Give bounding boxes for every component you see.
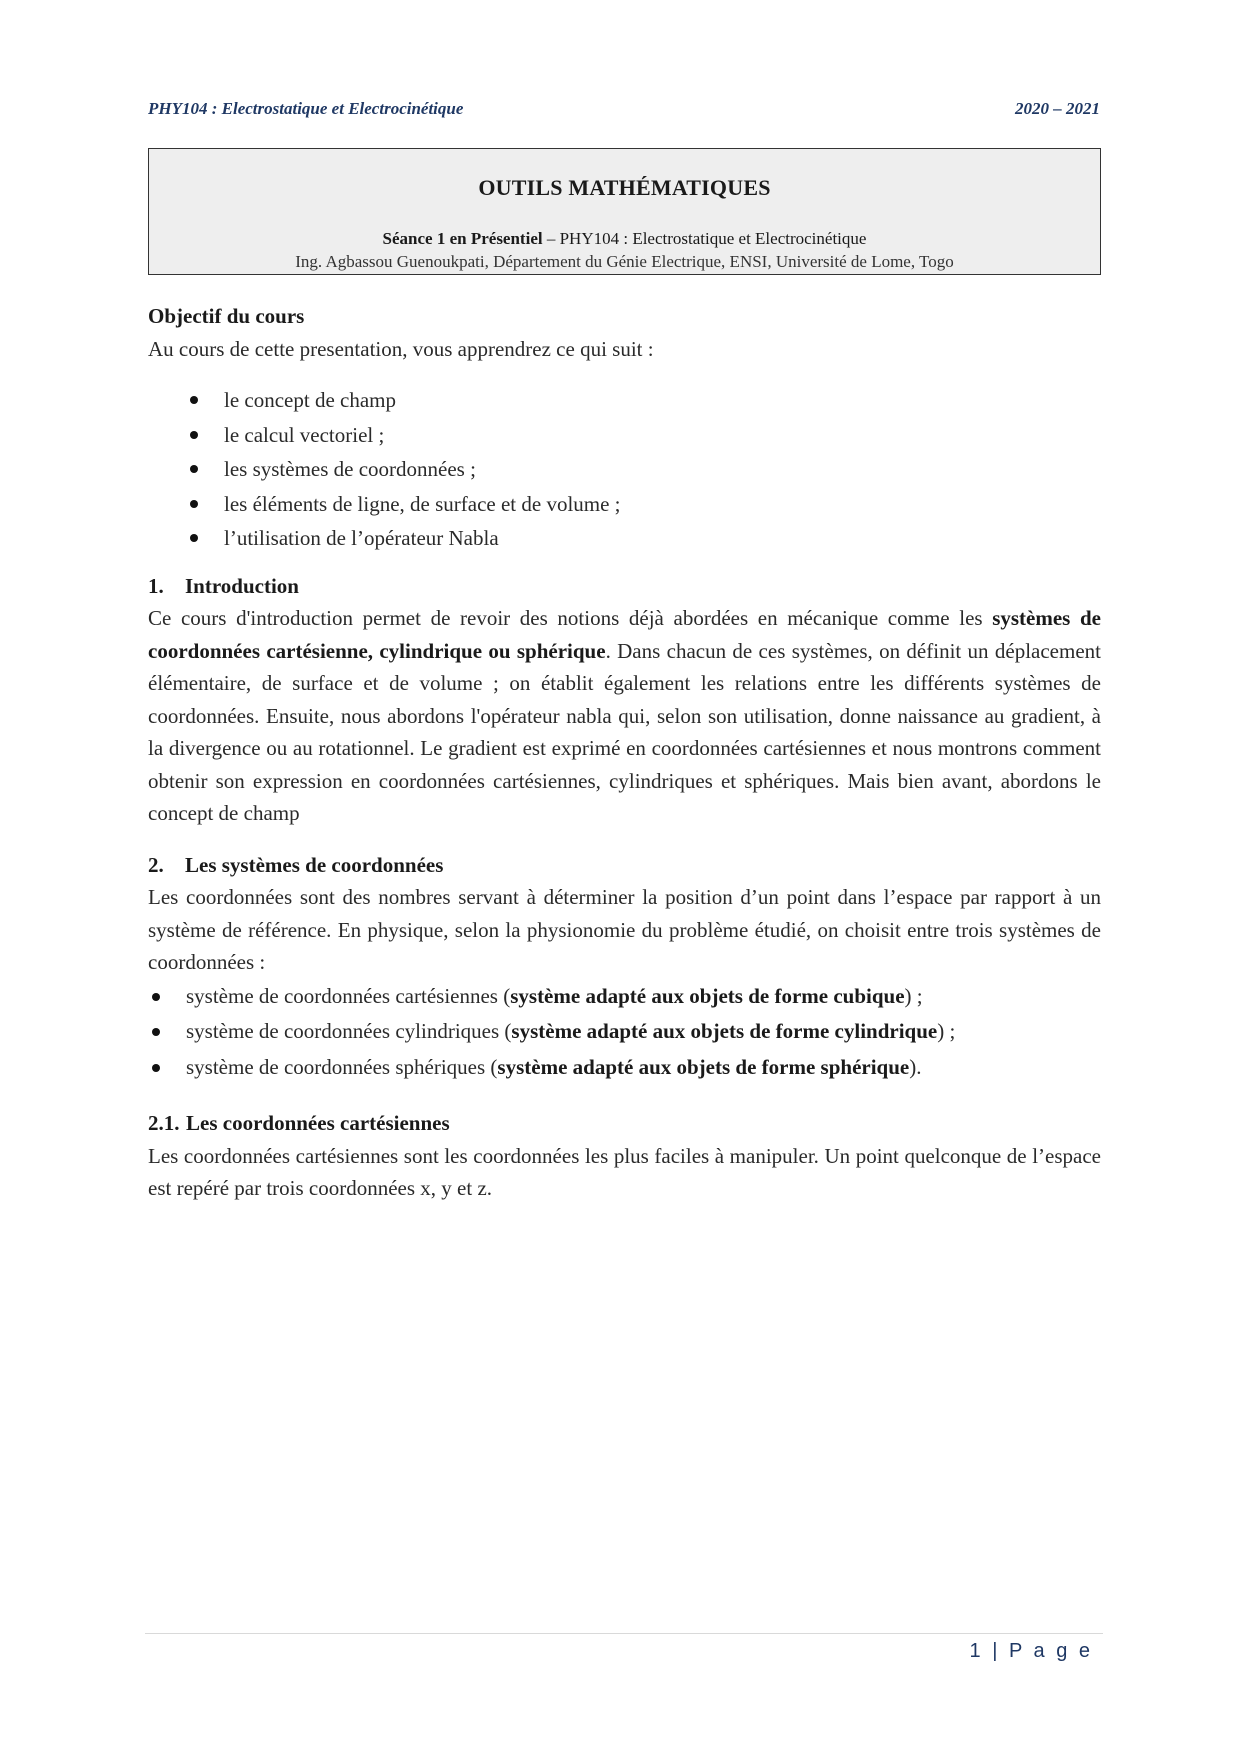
page-number: 1 | P a g e (969, 1640, 1093, 1662)
objectif-intro: Au cours de cette presentation, vous apprendrez ce qui suit : (148, 336, 654, 361)
list-item: système de coordonnées sphériques (système adapté aux objets de forme sphérique). (148, 1050, 1101, 1086)
section-2-1-heading: 2.1. Les coordonnées cartésiennes (148, 1111, 450, 1135)
section-1-heading: 1. Introduction (148, 573, 299, 598)
seance-line (149, 229, 1100, 249)
objectif-heading: Objectif du cours (148, 304, 305, 328)
bullet-icon (190, 431, 198, 439)
systems-list (148, 979, 1101, 1086)
section-2-heading: 2. Les systèmes de coordonnées (148, 852, 444, 877)
bullet-icon (190, 500, 198, 508)
header-year: 2020 – 2021 (1015, 99, 1100, 118)
seance-label: Séance 1 en Présentiel (382, 229, 543, 248)
list-item: le concept de champ (148, 383, 1101, 418)
section-1-text: Ce cours d'introduction permet de revoir des notions déjà abordées en mécanique comme les systèmes de coordonnées cartésienne, cylindrique ou sphérique. Dans chacun de ces systèmes, on définit un déplacement élémentaire, de surface et de volume ; on établit également les relations entre les différents systèmes de coordonnées. Ensuite, nous abordons l'opérateur nabla qui, selon son utilisation, donne naissance au gradient, à la divergence ou au rotationnel. Le gradient est exprimé en coordonnées cartésiennes et nous montrons comment obtenir son expression en coordonnées cartésiennes, cylindriques et sphériques. Mais bien avant, abordons le concept de champ (148, 606, 1101, 825)
bullet-icon (152, 993, 160, 1001)
list-item: les éléments de ligne, de surface et de volume ; (148, 487, 1101, 522)
bullet-icon (190, 465, 198, 473)
list-item: l’utilisation de l’opérateur Nabla (148, 521, 1101, 556)
footer-divider (145, 1633, 1103, 1634)
bullet-icon (152, 1028, 160, 1036)
section-2-1-text: Les coordonnées cartésiennes sont les coordonnées les plus faciles à manipuler. Un point quelconque de l’espace est repéré par trois coordonnées x, y et z. (148, 1143, 1101, 1200)
document-body (148, 300, 1101, 1205)
list-item: système de coordonnées cylindriques (système adapté aux objets de forme cylindrique) ; (148, 1014, 1101, 1050)
bullet-icon (152, 1064, 160, 1072)
list-item: système de coordonnées cartésiennes (système adapté aux objets de forme cubique) ; (148, 979, 1101, 1015)
header-course: PHY104 : Electrostatique et Electrocinétique (148, 99, 464, 118)
bullet-icon (190, 396, 198, 404)
page-header (148, 99, 1100, 125)
section-2-text: Les coordonnées sont des nombres servant à déterminer la position d’un point dans l’espace par rapport à un système de référence. En physique, selon la physionomie du problème étudié, on choisit entre trois systèmes de coordonnées : (148, 885, 1101, 974)
title-box (148, 148, 1101, 275)
list-item: le calcul vectoriel ; (148, 418, 1101, 453)
objectives-list (148, 383, 1101, 556)
author-line: Ing. Agbassou Guenoukpati, Département du Génie Electrique, ENSI, Université de Lome, Togo (295, 252, 954, 271)
bullet-icon (190, 534, 198, 542)
document-title: OUTILS MATHÉMATIQUES (478, 175, 771, 200)
seance-course: – PHY104 : Electrostatique et Electrocinétique (542, 229, 867, 248)
list-item: les systèmes de coordonnées ; (148, 452, 1101, 487)
